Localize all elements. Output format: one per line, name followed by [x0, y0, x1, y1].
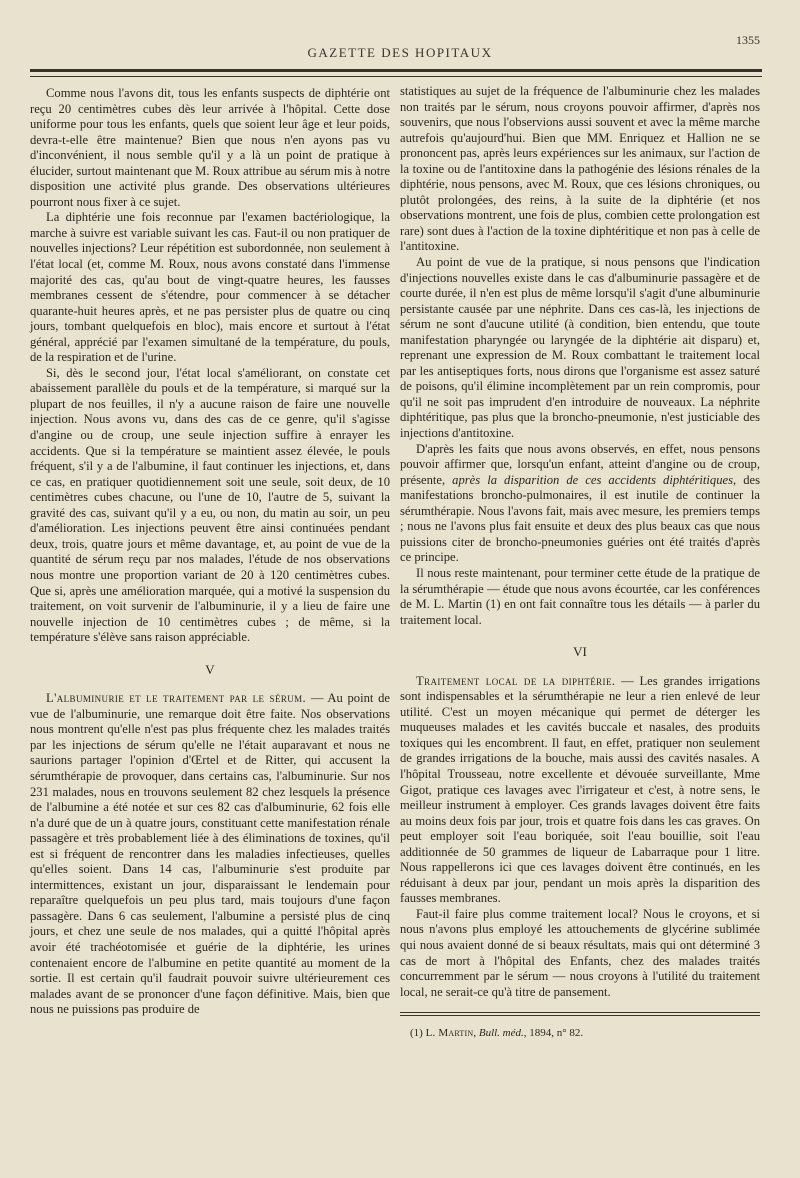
paragraph-bronchopulmonary: [400, 442, 760, 566]
bronchopulmonary-text-a: D'après les faits que nous avons observés, en effet, nous pensons pouvoir affirmer que, lorsqu'un enfant, atteint d'angine ou de croup, présente,: [400, 441, 760, 487]
footnote-rule: [400, 1012, 760, 1013]
right-column: [400, 84, 760, 1042]
local-treatment-run-in-heading: Traitement local de la diphtérie.: [416, 673, 616, 688]
section-heading-vi: VI: [573, 644, 587, 660]
footnote-marker: (1): [410, 1027, 426, 1040]
local-treatment-body: — Les grandes irrigations sont indispensables et la sérumthérapie ne leur a rien enlevé de leur utilité. C'est un moyen mécanique qui permet de déterger les muqueuses malades et les cavités buccale et nasales, des produits toxiques qui les encombrent. Il faut, en effet, pratiquer non seulement de grandes irrigations de la bouche, mais aussi des cavités nasales. A l'hôpital Trousseau, notre excellente et dévouée surveillante, Mme Gigot, pratique ces lavages avec l'irrigateur et c'est, à notre sens, le meilleur instrument à employer. Ces grands lavages doivent être faits au moins deux fois par jour, trois et quatre fois dans les cas graves. On peut employer soit l'eau boriquée, soit l'eau bouillie, soit l'eau additionnée de 50 grammes de liqueur de Labarraque pour 1 litre. Nous rappellerons ici que ces lavages doivent être continués, en les réduisant à deux par jour, pendant un mois après la disparition des fausses membranes.: [400, 673, 760, 906]
footnote-author: L. Martin: [425, 1027, 474, 1040]
footnote-journal: Bull. méd.: [478, 1027, 524, 1040]
section-heading-v: V: [205, 661, 215, 677]
paragraph-diphtheria-course: La diphtérie une fois reconnue par l'examen bactériologique, la marche à suivre est variable suivant les cas. Faut-il ou non pratiquer de nouvelles injections? Leur répétition est subordonnée, non seulement à l'état local (et, comme M. Roux, nous avons constaté dans l'immense majorité des cas, qu'au bout de vingt-quatre heures, les fausses membranes cessent de s'étendre, pour commencer à se détacher quarante-huit heures après, et ne pas persister plus de quatre ou cinq jours, tombant quelquefois en bloc), mais encore et surtout à l'état général, apprécié par l'examen simultané de la température, du pouls, de la respiration et de l'urine.: [30, 210, 390, 365]
paragraph-practice: Au point de vue de la pratique, si nous pensons que l'indication d'injections nouvelles existe dans le cas d'albuminurie passagère et de courte durée, il n'en est plus de même lorsqu'il s'agit d'une albuminurie persistante causée par une néphrite. Dans ces cas-là, les injections de sérum ne sont d'aucune utilité (à condition, bien entendu, que toute manifestation pharyngée ou laryngée de la diphtérie ait disparu) et, reprenant une expression de M. Roux combattant le traitement local par les antiseptiques forts, nous dirons que l'organisme est assez saturé de poisons, qu'il élimine incomplètement par un rein compromis, pour qu'il ne soit pas imprudent d'en introduire de nouveaux. La néphrite diphtéritique, pas plus que la broncho-pneumonie, n'est justiciable des injections d'antitoxine.: [400, 255, 760, 441]
footnote-citation: , 1894, n° 82.: [523, 1027, 584, 1040]
albuminuria-body: — Au point de vue de l'albuminurie, une remarque doit être faite. Nos observations nous montrent qu'elle n'est pas plus fréquente chez les malades traités par les injections de sérum qu'elle ne l'était auparavant et nous ne saurions partager l'opinion d'Œrtel et de Ritter, qui accusent la sérumthérapie de provoquer, dans certains cas, l'albuminurie. Sur nos 231 malades, nous en trouvons seulement 82 chez lesquels la présence de l'albumine a été notée et sur ces 82 cas d'albuminurie, 62 fois elle n'a duré que de un à quatre jours, constituant cette manifestation rénale passagère et très probablement liée à des éliminations de toxines, qu'il est si fréquent de rencontrer dans les maladies infectieuses, quelles qu'elles soient. Dans 14 cas, l'albuminurie s'est produite par intermittences, existant un jour, disparaissant le lendemain pour reparaître quelquefois un peu plus tard, mais toujours d'une façon passagère. Dans 6 cas seulement, l'albumine a persisté plus de cinq jours, et chez une seule de nos malades, qui a quitté l'hôpital après avoir été trachéotomisée et guérie de la diphtérie, les urines contenaient encore de l'albumine en petite quantité au moment de la sortie. Il est certain qu'il faudrait pouvoir suivre ultérieurement ces malades avant de se prononcer d'une façon définitive. Mais, bien que nous ne puissions pas produire de: [30, 691, 390, 1017]
header-rule-thick: [30, 69, 762, 72]
footnote-rule-secondary: [400, 1015, 760, 1016]
page-number: 1355: [736, 33, 760, 47]
paragraph-conclusion: Il nous reste maintenant, pour terminer cette étude de la pratique de la sérumthérapie — étude que nous avons écourtée, car les conférences de M. L. Martin (1) en ont fait connaître tous les détails — à parler du traitement local.: [400, 565, 760, 627]
header-rule-thin: [30, 76, 762, 77]
bronchopulmonary-emphasis: après la disparition de ces accidents diphtéritiques: [452, 472, 733, 487]
bronchopulmonary-text-b: , des manifestations broncho-pulmonaires, il est inutile de continuer la sérumthérapie. Nous l'avons fait, mais avec mesure, les premiers temps ; nous ne l'avons plus fait ensuite et deux des plus beaux cas que nous puissions citer de broncho-pneumonies guéries ont été traités d'après ce principe.: [400, 472, 760, 565]
albuminuria-run-in-heading: L'albuminurie et le traitement par le sérum.: [46, 691, 307, 706]
paragraph-dose: Comme nous l'avons dit, tous les enfants suspects de diphtérie ont reçu 20 centimètres cubes dès leur arrivée à l'hôpital. Cette dose uniforme pour tous les enfants, quels que soient leur âge et leur poids, devra-t-elle être maintenue? Bien que nous n'en ayons pas vu d'inconvénient, il nous semble qu'il y a là un point de pratique à élucider, surtout maintenant que M. Roux attribue au sérum mis à notre disposition une activité plus grande. Des observations ultérieures pourront nous fixer à ce sujet.: [30, 86, 390, 209]
left-column: [30, 86, 390, 1018]
paragraph-statistics: statistiques au sujet de la fréquence de l'albuminurie chez les malades non traités par le sérum, nous croyons pouvoir affirmer, d'après nos souvenirs, que nous l'observions aussi souvent et avec la même marche autrefois qu'aujourd'hui. Bien que MM. Enriquez et Hallion ne se prononcent pas, après leurs expériences sur les animaux, sur l'action de la toxine ou de l'antitoxine dans la pathogénie des lésions rénales de la diphtérie, nous pensons, avec M. Roux, que ces lésions chroniques, ou plutôt prolongées, des reins, à la suite de la diphtérie (et nos observations montrent, une fois de plus, combien cette prolongation est rare) sont dues à l'action de la toxine diphtéritique et non pas à celle de l'antitoxine.: [400, 84, 760, 254]
paragraph-local-treatment: [400, 674, 760, 907]
paragraph-repeat-injections: Si, dès le second jour, l'état local s'améliorant, on constate cet abaissement parallèle du pouls et de la température, si marqué sur la plupart de nos feuilles, il n'y a aucune raison de faire une nouvelle injection. Nous avons vu, dans des cas de ce genre, qu'il s'agisse d'angine ou de croup, une seule injection suffire à enrayer les accidents. Que si la température se maintient assez élevée, le pouls fréquent, s'il y a de l'albumine, il faut continuer les injections, et, dans ce cas, en pratiquer quotidiennement soit une seule, soit deux, de 10 centimètres cubes chacune, ou l'une de 10, l'autre de 5, suivant la gravité des cas, suivant qu'il y a eu, ou non, du matin au soir, un peu d'amélioration. Les injections peuvent être ainsi continuées pendant deux, trois, quatre jours et même davantage, et, au point de vue de la quantité de sérum reçu par nos malades, l'étude de nos observations nous montre une proportion variant de 20 à 120 centimètres cubes. Que si, après une amélioration marquée, qui a motivé la suspension du traitement, on voit survenir de l'albuminurie, il y a lieu de faire une nouvelle injection de 10 centimètres cubes ; de même, si la température s'élève sans raison appréciable.: [30, 365, 390, 645]
footnote: [400, 1026, 760, 1042]
footnote-sep: ,: [473, 1027, 479, 1040]
paragraph-albuminuria: [30, 691, 390, 1017]
paragraph-more-local-treatment: Faut-il faire plus comme traitement local? Nous le croyons, et si nous n'avons plus employé les attouchements de glycérine sublimée qui nous avaient donné de si beaux résultats, mais qui ont déterminé 3 cas de mort à l'hôpital des Enfants, chez des malades traités concurremment par le sérum — nous croyons à l'utilité du traitement local, ne serait-ce qu'à titre de pansement.: [400, 906, 760, 999]
running-title: GAZETTE DES HOPITAUX: [307, 45, 493, 60]
